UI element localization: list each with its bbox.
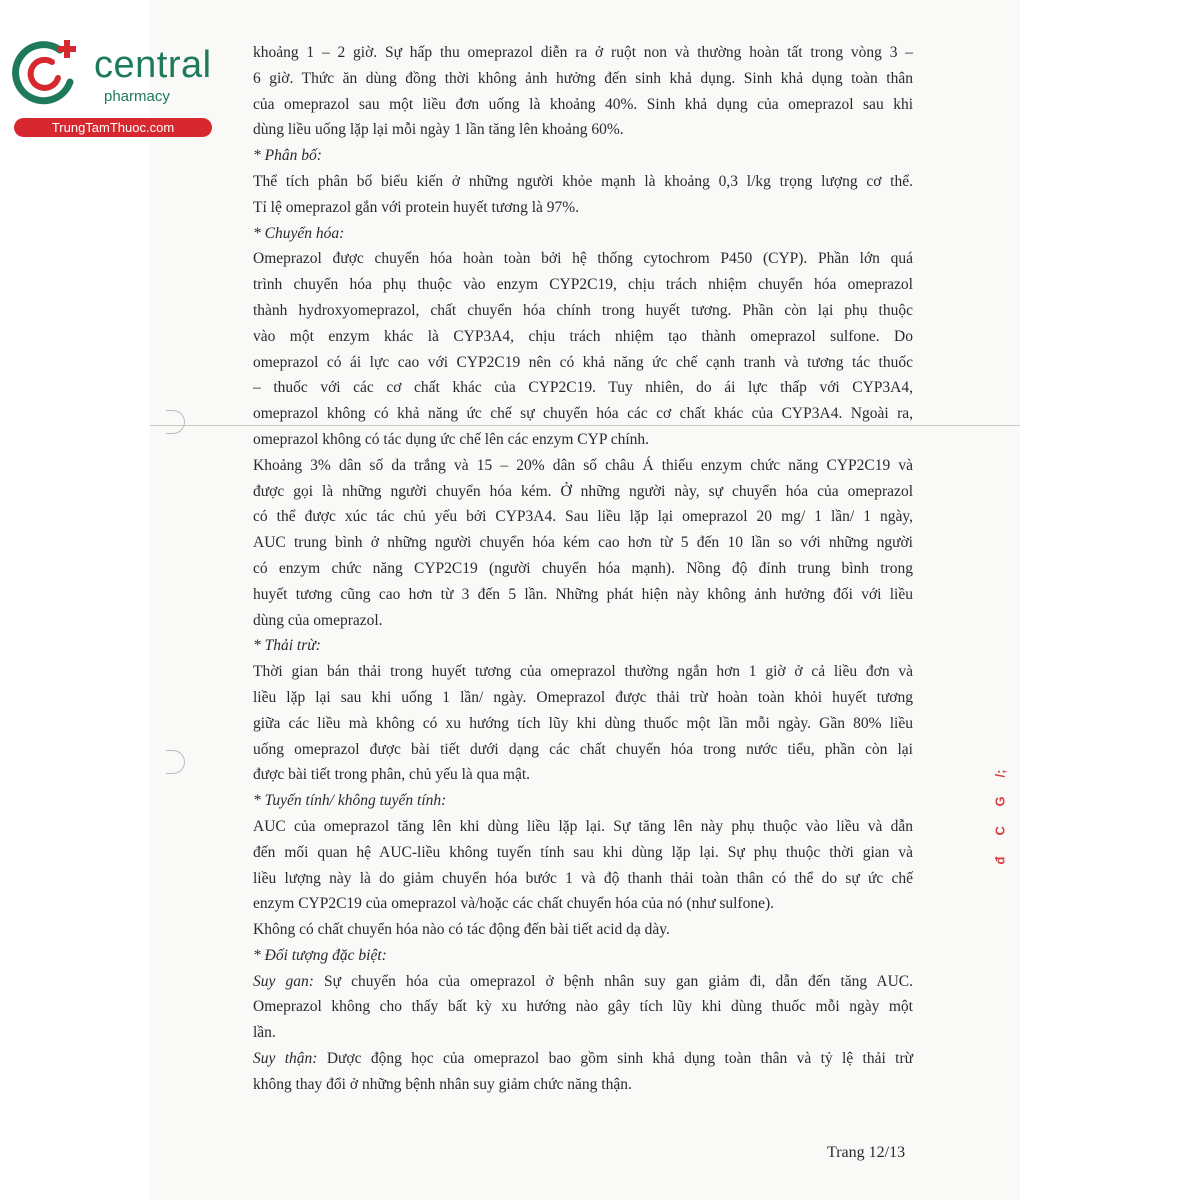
text-line: Thể tích phân bố biểu kiến ở những người khỏe mạnh là khoảng 0,3 l/kg trọng lượng cơ thể. [253,172,913,190]
brand-name: central [94,44,212,86]
text-line: enzym CYP2C19 của omeprazol và/hoặc các chất chuyển hóa của nó (như sulfone). [253,895,775,913]
text-line: được bài tiết trong phân, chủ yếu là qua mật. [253,766,531,784]
text-line: Thời gian bán thải trong huyết tương của omeprazol thường ngắn hơn 1 giờ ở cả liều đơn và [253,663,913,681]
text-line: giữa các liều mà không có xu hướng tích lũy khi dùng thuốc một lần mỗi ngày. Gần 80% liều [253,714,913,732]
text-line [253,969,913,995]
text-line: liều lặp lại sau khi uống 1 lần/ ngày. Omeprazol được thải trừ hoàn toàn khỏi huyết tương [253,688,913,706]
text-line: Không có chất chuyển hóa nào có tác động đến bài tiết acid dạ dày. [253,921,670,939]
text-line: của omeprazol sau một liều đơn uống là khoảng 40%. Sinh khả dụng của omeprazol sau khi [253,95,913,113]
stamp-mark: đ [992,856,1008,865]
brand-subtitle: pharmacy [104,88,170,105]
hepatic-label: Suy gan: [253,972,314,990]
text-line: liều lượng này là do giảm chuyển hóa bước 1 và độ thanh thải toàn thân có thể do sự ức chế [253,869,913,887]
text-line: được gọi là những người chuyển hóa kém. Ở những người này, sự chuyển hóa của omeprazol [253,482,913,500]
text-line [253,1046,913,1072]
section-heading: * Tuyến tính/ không tuyến tính: [253,792,447,810]
text-line: không thay đổi ở những bệnh nhân suy giảm chức năng thận. [253,1075,632,1093]
renal-text: Dược động học của omeprazol bao gồm sinh khả dụng toàn thân và tỷ lệ thải trừ [317,1050,914,1068]
stamp-mark: C [992,826,1008,836]
stamp-mark: /; [992,769,1008,778]
section-heading: * Đối tượng đặc biệt: [253,946,387,964]
central-pharmacy-logo[interactable] [8,36,213,136]
text-line: lần. [253,1024,276,1042]
text-line: vào một enzym khác là CYP3A4, chịu trách nhiệm tạo thành omeprazol sulfone. Do [253,327,913,345]
section-heading: * Thải trừ: [253,637,321,655]
text-line: thành hydroxyomeprazol, chất chuyển hóa chính trong huyết tương. Phần còn lại phụ thuộc [253,301,913,319]
text-line: dùng liều uống lặp lại mỗi ngày 1 lần tăng lên khoảng 60%. [253,121,624,139]
text-line: Khoảng 3% dân số da trắng và 15 – 20% dân số châu Á thiếu enzym chức năng CYP2C19 và [253,456,913,474]
text-line: uống omeprazol được bài tiết dưới dạng các chất chuyển hóa trong nước tiểu, phần còn lại [253,740,913,758]
text-line: khoảng 1 – 2 giờ. Sự hấp thu omeprazol diễn ra ở ruột non và thường hoàn tất trong vòng 3 – [253,44,913,61]
text-line: Omeprazol không cho thấy bất kỳ xu hướng nào gây tích lũy khi dùng thuốc mỗi ngày một [253,998,913,1016]
hepatic-text: Sự chuyển hóa của omeprazol ở bệnh nhân suy gan giảm đi, dẫn đến tăng AUC. [313,972,913,990]
section-heading: * Phân bố: [253,147,322,165]
text-line: AUC của omeprazol tăng lên khi dùng liều lặp lại. Sự tăng lên này phụ thuộc vào liều và dẫn [253,817,913,835]
text-line: trình chuyển hóa phụ thuộc vào enzym CYP2C19, chịu trách nhiệm chuyển hóa omeprazol [253,276,913,294]
text-line: có thể được xúc tác chủ yếu bởi CYP3A4. Sau liều lặp lại omeprazol 20 mg/ 1 lần/ 1 ngày, [253,508,913,526]
text-line: Tỉ lệ omeprazol gắn với protein huyết tương là 97%. [253,198,580,216]
text-line: omeprazol có ái lực cao với CYP2C19 nên có khả năng ức chế cạnh tranh và tương tác thuốc [253,353,913,371]
site-url-badge[interactable]: TrungTamThuoc.com [14,118,212,137]
text-line: AUC trung bình ở những người chuyển hóa kém cao hơn từ 5 đến 10 lần so với những người [253,534,913,552]
text-line: omeprazol không có khả năng ức chế sự chuyển hóa các cơ chất khác của CYP3A4. Ngoài ra, [253,405,913,423]
stamp-mark: G [992,796,1008,807]
text-line: dùng của omeprazol. [253,611,383,629]
document-body [253,40,913,1098]
text-line: đến mối quan hệ AUC-liều không tuyến tính sau khi dùng lặp lại. Sự phụ thuộc thời gian và [253,843,913,861]
page-number: Trang 12/13 [827,1144,906,1161]
text-line: 6 giờ. Thức ăn dùng đồng thời không ảnh hưởng đến sinh khả dụng. Sinh khả dụng toàn thân [253,69,913,87]
pharmacy-cross-icon [8,36,88,116]
section-heading: * Chuyển hóa: [253,224,345,242]
text-line: có enzym chức năng CYP2C19 (người chuyển hóa mạnh). Nồng độ đỉnh trung bình trong [253,559,913,577]
text-line: huyết tương cũng cao hơn từ 3 đến 5 lần. Những phát hiện này không ảnh hưởng đối với liều [253,585,913,603]
text-line: – thuốc với các cơ chất khác của CYP2C19. Tuy nhiên, do ái lực thấp với CYP3A4, [253,379,913,397]
renal-label: Suy thận: [253,1050,318,1068]
red-stamp [990,760,1010,910]
text-line: Omeprazol được chuyển hóa hoàn toàn bởi hệ thống cytochrom P450 (CYP). Phần lớn quá [253,250,913,268]
text-line: omeprazol không có tác dụng ức chế lên các enzym CYP chính. [253,430,650,448]
